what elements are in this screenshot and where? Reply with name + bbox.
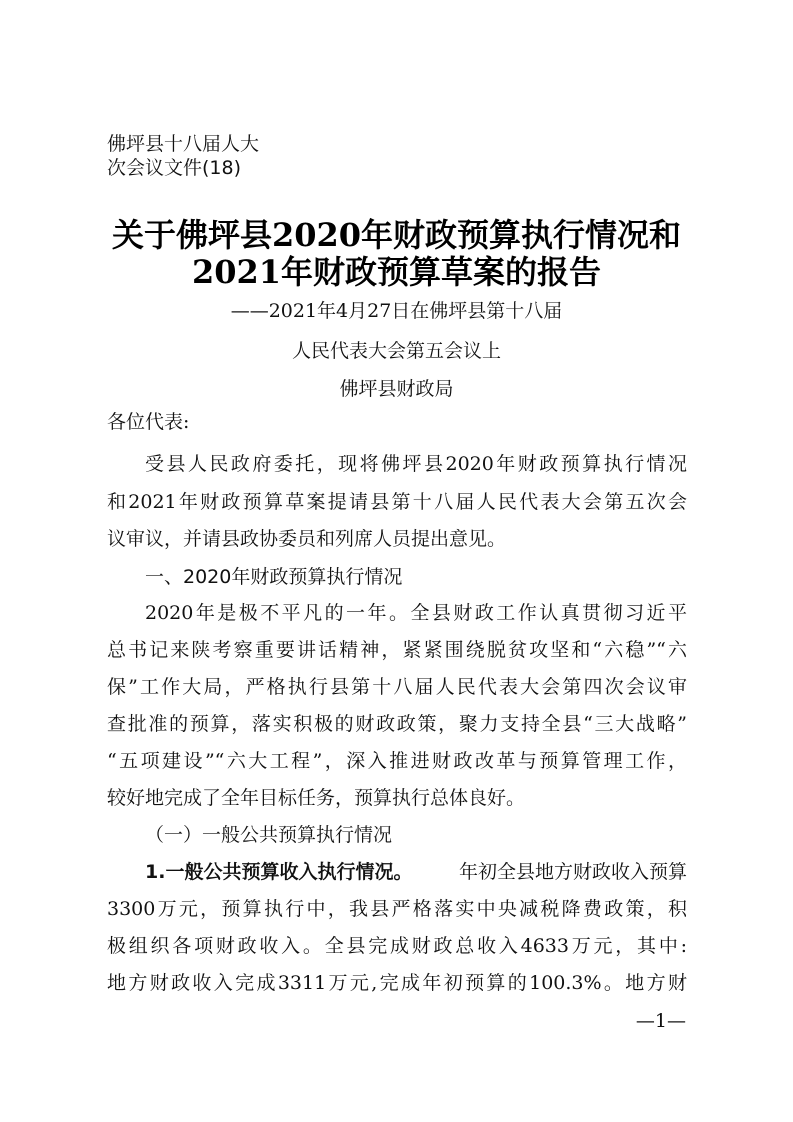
revenue-lead-in: 1.一般公共预算收入执行情况。 — [145, 861, 413, 883]
paragraph-intro-line: 议审议，并请县政协委员和列席人员提出意见。 — [107, 528, 507, 550]
paragraph-overview-line: “五项建设”“六大工程”，深入推进财政改革与预算管理工作， — [107, 750, 687, 772]
paragraph-overview-line: 保”工作大局，严格执行县第十八届人民代表大会第四次会议审 — [107, 676, 687, 698]
report-title-line1: 关于佛坪县2020年财政预算执行情况和 — [111, 216, 682, 254]
paragraph-intro-line: 受县人民政府委托，现将佛坪县2020年财政预算执行情况 — [145, 453, 687, 475]
paragraph-revenue-line: 地方财政收入完成3311万元,完成年初预算的100.3%。地方财 — [107, 972, 687, 994]
subtitle-author: 佛坪县财政局 — [339, 378, 454, 400]
revenue-first-line-text: 年初全县地方财政收入预算 — [458, 861, 687, 883]
paragraph-revenue-line — [145, 861, 687, 883]
document-number-line2: 次会议文件(18) — [107, 157, 242, 179]
page-number: —1— — [635, 1010, 686, 1032]
paragraph-intro-line: 和2021年财政预算草案提请县第十八届人民代表大会第五次会 — [107, 491, 687, 513]
subtitle-meeting-line: 人民代表大会第五会议上 — [291, 340, 501, 362]
salutation: 各位代表: — [107, 411, 190, 433]
report-title-line2: 2021年财政预算草案的报告 — [191, 253, 602, 291]
paragraph-overview-line: 2020年是极不平凡的一年。全县财政工作认真贯彻习近平 — [145, 602, 687, 624]
paragraph-revenue-line: 极组织各项财政收入。全县完成财政总收入4633万元，其中: — [107, 935, 687, 957]
paragraph-revenue-line: 3300万元，预算执行中，我县严格落实中央减税降费政策，积 — [107, 898, 687, 920]
section-heading: 一、2020年财政预算执行情况 — [145, 566, 403, 588]
paragraph-overview-line: 较好地完成了全年目标任务，预算执行总体良好。 — [107, 787, 526, 809]
paragraph-overview-line: 总书记来陕考察重要讲话精神，紧紧围绕脱贫攻坚和“六稳”“六 — [107, 639, 687, 661]
document-number-line1: 佛坪县十八届人大 — [107, 133, 260, 155]
subsection-heading: （一）一般公共预算执行情况 — [145, 824, 393, 846]
subtitle-date-line: ——2021年4月27日在佛坪县第十八届 — [230, 300, 563, 322]
paragraph-overview-line: 查批准的预算，落实积极的财政政策，聚力支持全县“三大战略” — [107, 713, 687, 735]
